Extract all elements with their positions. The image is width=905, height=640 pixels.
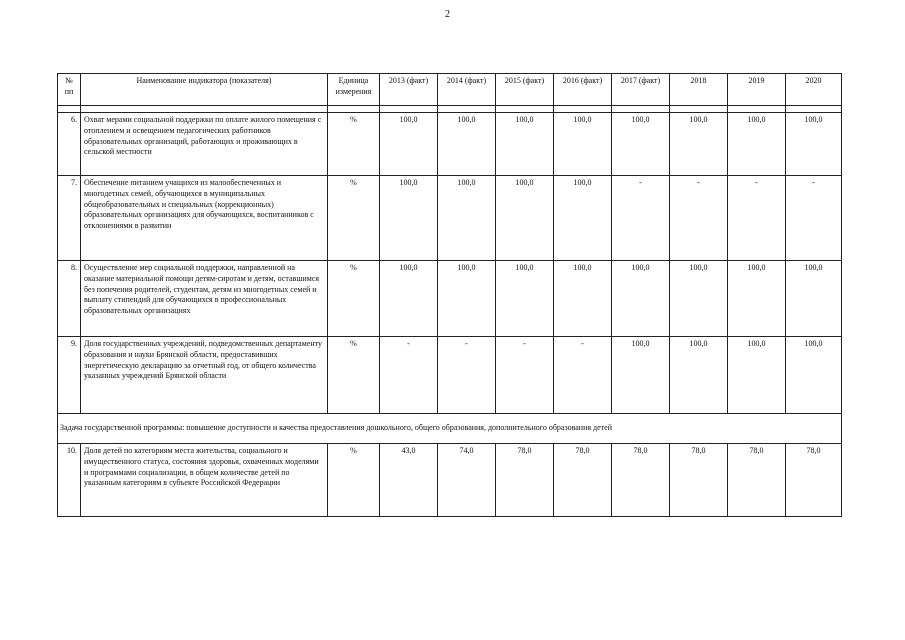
value-cell: 100,0	[554, 113, 612, 176]
indicator-name: Доля государственных учреждений, подведомственных департаменту образования и науки Брянской области, предоставивших энергетическую декларацию за отчетный год, от общего количества указанных учреждений Брянской области	[81, 337, 328, 414]
value-cell: 100,0	[670, 337, 728, 414]
table-row	[58, 261, 842, 337]
value-cell: -	[612, 176, 670, 261]
task-row	[58, 414, 842, 444]
value-cell: 78,0	[554, 444, 612, 517]
indicator-unit: %	[328, 444, 380, 517]
header-year: 2019	[728, 74, 786, 106]
value-cell: -	[728, 176, 786, 261]
indicator-unit: %	[328, 176, 380, 261]
indicator-name: Обеспечение питанием учащихся из малообеспеченных и многодетных семей, обучающихся в муниципальных общеобразовательных и специальных (коррекционных) образовательных организациях для обучающихся, воспитанников с отклонениями в развитии	[81, 176, 328, 261]
value-cell: -	[554, 337, 612, 414]
value-cell: 100,0	[670, 261, 728, 337]
indicator-unit: %	[328, 113, 380, 176]
value-cell: 100,0	[496, 261, 554, 337]
table-row	[58, 176, 842, 261]
value-cell: -	[380, 337, 438, 414]
indicator-unit: %	[328, 261, 380, 337]
value-cell: 100,0	[670, 113, 728, 176]
indicator-name: Охват мерами социальной поддержки по оплате жилого помещения с отоплением и освещением педагогических работников образовательных организаций, работающих и проживающих в сельской местности	[81, 113, 328, 176]
value-cell: -	[786, 176, 842, 261]
value-cell: 100,0	[612, 113, 670, 176]
header-year: 2017 (факт)	[612, 74, 670, 106]
value-cell: -	[438, 337, 496, 414]
value-cell: 100,0	[786, 113, 842, 176]
value-cell: 43,0	[380, 444, 438, 517]
row-number: 8.	[58, 261, 81, 337]
table-row	[58, 337, 842, 414]
page-number: 2	[445, 9, 450, 20]
value-cell: 100,0	[554, 176, 612, 261]
value-cell: 78,0	[496, 444, 554, 517]
value-cell: 100,0	[496, 176, 554, 261]
value-cell: 100,0	[380, 261, 438, 337]
header-year: 2015 (факт)	[496, 74, 554, 106]
value-cell: 100,0	[786, 261, 842, 337]
value-cell: 100,0	[554, 261, 612, 337]
row-number: 10.	[58, 444, 81, 517]
value-cell: 100,0	[438, 113, 496, 176]
header-year: 2018	[670, 74, 728, 106]
value-cell: 100,0	[728, 113, 786, 176]
indicator-name: Доля детей по категориям места жительства, социального и имущественного статуса, состояния здоровья, охваченных моделями и программами социализации, в общем количестве детей по указанным категориям в субъекте Российской Федерации	[81, 444, 328, 517]
value-cell: 78,0	[786, 444, 842, 517]
value-cell: 100,0	[438, 261, 496, 337]
header-no: № пп	[58, 74, 81, 106]
value-cell: 100,0	[786, 337, 842, 414]
value-cell: 100,0	[612, 337, 670, 414]
table-row	[58, 444, 842, 517]
value-cell: 100,0	[496, 113, 554, 176]
header-year: 2020	[786, 74, 842, 106]
value-cell: 78,0	[670, 444, 728, 517]
value-cell: 100,0	[728, 337, 786, 414]
value-cell: -	[496, 337, 554, 414]
indicators-table	[57, 73, 842, 517]
spacer-row	[58, 106, 842, 113]
header-year: 2016 (факт)	[554, 74, 612, 106]
value-cell: 74,0	[438, 444, 496, 517]
table-header-row	[58, 74, 842, 106]
value-cell: 78,0	[612, 444, 670, 517]
header-year: 2014 (факт)	[438, 74, 496, 106]
task-description: Задача государственной программы: повышение доступности и качества предоставления дошкольного, общего образования, дополнительного образования детей	[58, 414, 842, 444]
value-cell: -	[670, 176, 728, 261]
indicator-name: Осуществление мер социальной поддержки, направленной на оказание материальной помощи детям-сиротам и детям, оставшимся без попечения родителей, студентам, детям из многодетных семей и выплату стипендий для обучающихся в профессиональных образовательных организациях	[81, 261, 328, 337]
value-cell: 78,0	[728, 444, 786, 517]
value-cell: 100,0	[380, 113, 438, 176]
row-number: 6.	[58, 113, 81, 176]
value-cell: 100,0	[728, 261, 786, 337]
header-unit: Единица измерения	[328, 74, 380, 106]
header-year: 2013 (факт)	[380, 74, 438, 106]
value-cell: 100,0	[380, 176, 438, 261]
header-name: Наименование индикатора (показателя)	[81, 74, 328, 106]
row-number: 9.	[58, 337, 81, 414]
row-number: 7.	[58, 176, 81, 261]
table-row	[58, 113, 842, 176]
value-cell: 100,0	[438, 176, 496, 261]
value-cell: 100,0	[612, 261, 670, 337]
indicator-unit: %	[328, 337, 380, 414]
